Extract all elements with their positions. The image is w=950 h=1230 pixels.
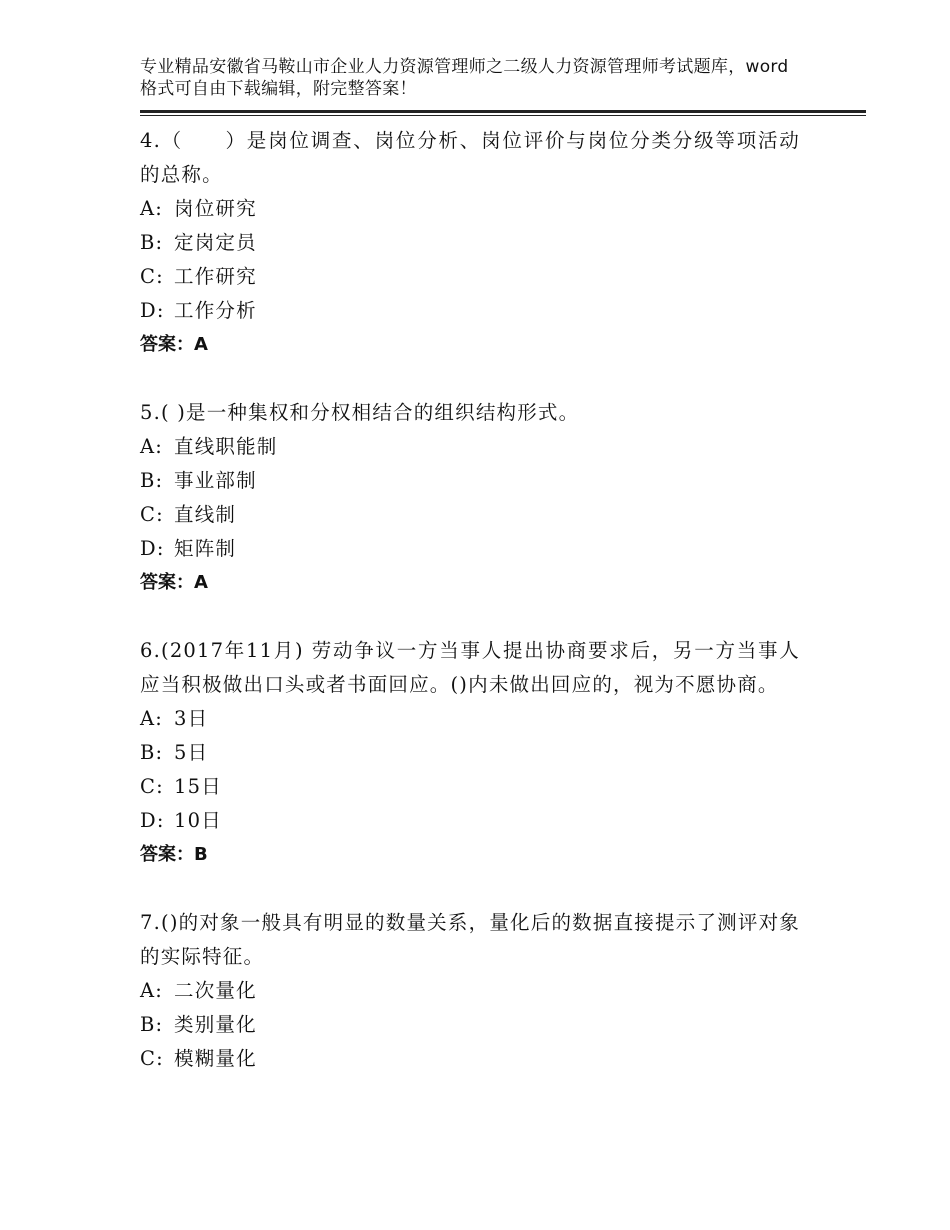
question-text: 6.(2017年11月) 劳动争议一方当事人提出协商要求后，另一方当事人应当积极做出口头或者书面回应。()内未做出回应的，视为不愿协商。 [140, 639, 800, 696]
option-label: D: [140, 809, 165, 832]
answer-option [140, 260, 870, 294]
option-label: B: [140, 231, 164, 254]
answer-key: 答案：A [140, 572, 208, 593]
answer-option [140, 770, 870, 804]
answer-option [140, 1008, 870, 1042]
option-text: 模糊量化 [174, 1047, 257, 1070]
document-page [140, 56, 870, 1076]
option-text: 15日 [174, 775, 222, 798]
answer-option [140, 804, 870, 838]
option-label: B: [140, 741, 164, 764]
option-text: 事业部制 [174, 469, 257, 492]
answer-option [140, 974, 870, 1008]
question-text: 5.( )是一种集权和分权相结合的组织结构形式。 [140, 401, 580, 424]
option-text: 5日 [174, 741, 209, 764]
answer-option [140, 430, 870, 464]
option-text: 10日 [174, 809, 222, 832]
answer-option [140, 294, 870, 328]
answer-option [140, 702, 870, 736]
question-text: 4.（ ）是岗位调查、岗位分析、岗位评价与岗位分类分级等项活动的总称。 [140, 129, 800, 186]
page-header: 专业精品安徽省马鞍山市企业人力资源管理师之二级人力资源管理师考试题库，word格式可自由下载编辑，附完整答案！ [140, 57, 789, 99]
option-label: B: [140, 469, 164, 492]
option-text: 矩阵制 [174, 537, 237, 560]
header-rule-thin [140, 115, 866, 116]
option-label: A: [140, 435, 164, 458]
answer-key: 答案：B [140, 844, 208, 865]
option-text: 类别量化 [174, 1013, 257, 1036]
option-label: C: [140, 265, 164, 288]
answer-option [140, 192, 870, 226]
option-text: 直线职能制 [174, 435, 278, 458]
option-label: A: [140, 197, 164, 220]
answer-option [140, 498, 870, 532]
option-text: 二次量化 [174, 979, 257, 1002]
option-label: A: [140, 707, 164, 730]
option-label: D: [140, 299, 165, 322]
option-text: 工作研究 [174, 265, 257, 288]
answer-option [140, 464, 870, 498]
option-label: C: [140, 503, 164, 526]
option-text: 3日 [174, 707, 209, 730]
answer-key: 答案：A [140, 334, 208, 355]
question-list [140, 124, 870, 1076]
option-text: 工作分析 [174, 299, 257, 322]
option-label: B: [140, 1013, 164, 1036]
option-label: C: [140, 1047, 164, 1070]
answer-option [140, 532, 870, 566]
option-label: C: [140, 775, 164, 798]
option-text: 直线制 [174, 503, 237, 526]
answer-option [140, 736, 870, 770]
answer-option [140, 1042, 870, 1076]
question-block [140, 634, 870, 872]
question-block [140, 124, 870, 362]
question-text: 7.()的对象一般具有明显的数量关系，量化后的数据直接提示了测评对象的实际特征。 [140, 911, 800, 968]
option-text: 岗位研究 [174, 197, 257, 220]
header-rule-thick [140, 110, 866, 113]
question-block [140, 396, 870, 600]
option-label: D: [140, 537, 165, 560]
option-label: A: [140, 979, 164, 1002]
answer-option [140, 226, 870, 260]
question-block [140, 906, 870, 1076]
option-text: 定岗定员 [174, 231, 257, 254]
